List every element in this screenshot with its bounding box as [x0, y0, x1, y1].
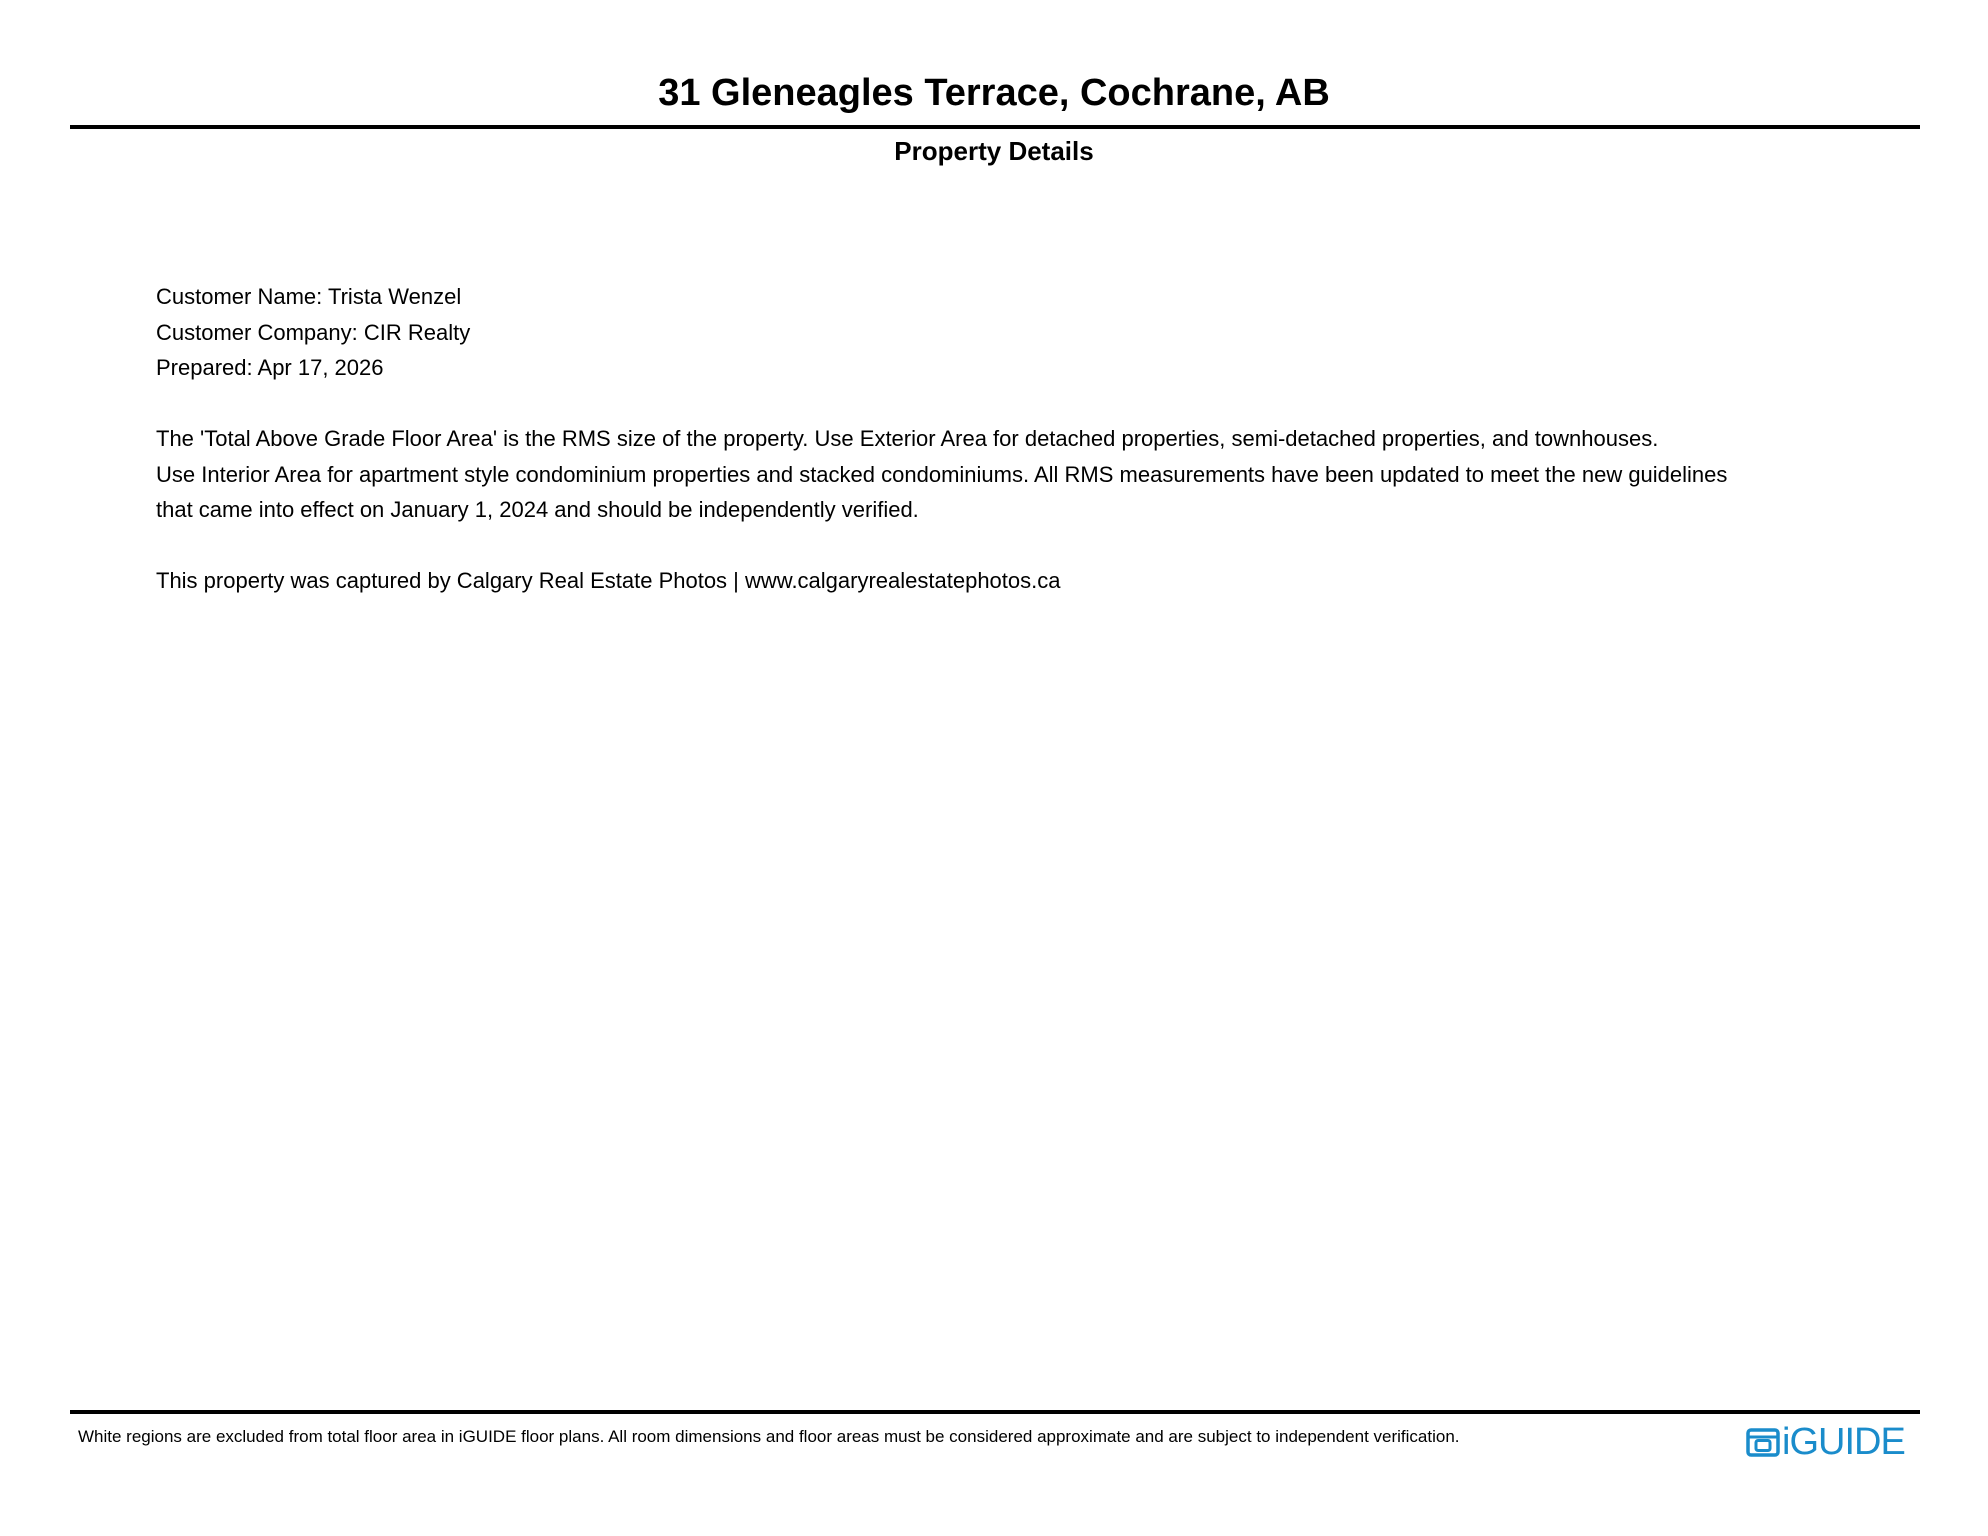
spacer [156, 528, 1856, 564]
logo-wordmark: iGUIDE [1782, 1421, 1905, 1463]
rms-note-line-1: The 'Total Above Grade Floor Area' is the RMS size of the property. Use Exterior Area for detached properties, semi-detached properties, and townhouses. [156, 426, 1659, 451]
customer-name: Customer Name: Trista Wenzel [156, 284, 462, 309]
spacer [156, 386, 1856, 422]
customer-company: Customer Company: CIR Realty [156, 319, 471, 345]
header-divider [70, 125, 1920, 129]
page-subtitle: Property Details [894, 136, 1094, 166]
page-title: 31 Gleneagles Terrace, Cochrane, AB [658, 72, 1330, 114]
footer-divider [70, 1410, 1920, 1414]
captured-by: This property was captured by Calgary Real Estate Photos | www.calgaryrealestatephotos.ca [156, 568, 1061, 593]
iguide-camera-icon [1746, 1426, 1780, 1458]
rms-note-line-3: that came into effect on January 1, 2024 and should be independently verified. [156, 497, 919, 522]
prepared-date: Prepared: Apr 17, 2026 [156, 355, 384, 380]
footer-disclaimer: White regions are excluded from total floor area in iGUIDE floor plans. All room dimensions and floor areas must be considered approximate and are subject to independent verification. [78, 1427, 1460, 1446]
property-details [156, 279, 1856, 599]
rms-note-line-2: Use Interior Area for apartment style condominium properties and stacked condominiums. All RMS measurements have been updated to meet the new guidelines [156, 461, 1728, 487]
iguide-logo [1746, 1422, 1905, 1462]
